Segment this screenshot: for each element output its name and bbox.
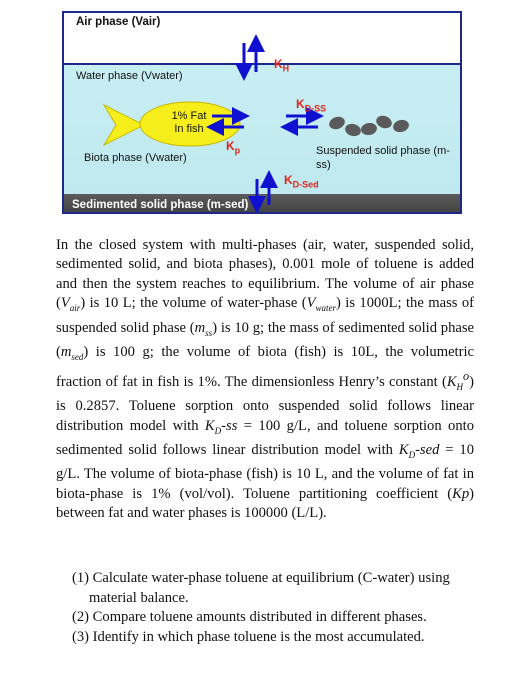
question-item: (2) Compare toluene amounts distributed in different phases. bbox=[72, 609, 427, 626]
kh-main: K bbox=[446, 374, 457, 391]
m-sed-symbol bbox=[61, 344, 84, 360]
kd-ss-main: K bbox=[204, 417, 215, 434]
problem-text-7: = 100 g/L, and toluene sorption onto sedimented solid follows linear distribution model with bbox=[56, 417, 474, 459]
kd-sed-label-main: K bbox=[284, 173, 293, 187]
v-air-main: V bbox=[60, 295, 70, 312]
suspended-particles-icon bbox=[327, 114, 410, 138]
kd-ss-sub: D bbox=[214, 425, 222, 436]
kd-sed-symbol bbox=[399, 442, 440, 458]
suspended-solid-label: Suspended solid phase (m-ss) bbox=[316, 145, 450, 171]
fish-label-line1: 1% Fat bbox=[171, 110, 207, 122]
problem-text-5: ) is 100 g; the volume of biota (fish) is 10L, the volumetric fraction of fat in fish is 1%. The dimensionless Henry’s constant ( bbox=[56, 343, 474, 391]
fish-label-line2: In fish bbox=[174, 123, 204, 135]
kh-sup: o bbox=[463, 369, 470, 384]
kh-symbol bbox=[446, 369, 470, 392]
problem-text-2: ) is 10 L; the volume of water-phase ( bbox=[80, 295, 307, 312]
problem-text-3: ) is 1000L; the mass of suspended solid phase ( bbox=[56, 295, 474, 336]
v-air-sub: air bbox=[69, 303, 81, 314]
kd-sed-main: K bbox=[398, 442, 409, 459]
problem-text-4: ) is 10 g; the mass of sedimented solid phase ( bbox=[56, 319, 475, 360]
kp-label bbox=[226, 139, 240, 155]
v-water-symbol bbox=[306, 295, 337, 314]
question-item: (3) Identify in which phase toluene is the most accumulated. bbox=[72, 628, 425, 645]
diagram-graphics bbox=[64, 13, 462, 214]
m-sed-main: m bbox=[60, 343, 72, 360]
v-water-main: V bbox=[306, 295, 316, 312]
kp-symbol: Kp bbox=[452, 485, 470, 502]
problem-text-8: = 10 g/L. The volume of biota-phase (fish) is 10 L, and the volume of fat in biota-phase is 1% (vol/vol). Toluene partitioning coefficient ( bbox=[56, 442, 475, 502]
problem-statement bbox=[56, 236, 474, 524]
kd-sed-rest: -sed bbox=[415, 442, 440, 459]
v-water-sub: water bbox=[315, 303, 337, 314]
air-phase-label: Air phase (Vair) bbox=[76, 16, 161, 28]
m-sed-sub: sed bbox=[71, 351, 84, 362]
problem-text-1: In the closed system with multi-phases (air, water, suspended solid, sedimented solid, and biota phases), 0.001 mole of toluene is added and then the system reaches to equilibrium. The volume of air phase ( bbox=[56, 237, 474, 312]
water-phase-label: Water phase (Vwater) bbox=[76, 70, 183, 82]
m-ss-main: m bbox=[194, 319, 206, 336]
phase-diagram bbox=[62, 11, 462, 214]
kd-sed-label-sub: D-Sed bbox=[292, 179, 319, 190]
m-ss-sub: ss bbox=[205, 327, 213, 338]
kh-label-sub: H bbox=[282, 63, 290, 74]
biota-phase-label: Biota phase (Vwater) bbox=[84, 152, 187, 164]
kp-label-main: K bbox=[226, 139, 235, 153]
problem-text-9: ) between fat and water phases is 100000 (L/L). bbox=[56, 485, 474, 522]
sediment-phase-label: Sedimented solid phase (m-sed) bbox=[72, 199, 249, 211]
kd-sed-sub: D bbox=[408, 449, 416, 460]
kd-sed-label bbox=[284, 173, 319, 189]
kd-ss-symbol bbox=[205, 418, 237, 434]
v-air-symbol bbox=[60, 295, 81, 314]
kd-ss-rest: -ss bbox=[221, 417, 238, 434]
question-item: (1) Calculate water-phase toluene at equilibrium (C-water) using material balance. bbox=[72, 570, 450, 606]
m-ss-symbol bbox=[195, 320, 213, 336]
kh-label bbox=[274, 57, 289, 73]
kd-ss-label-main: K bbox=[296, 97, 305, 111]
kp-label-sub: p bbox=[234, 145, 241, 156]
kd-ss-label bbox=[296, 97, 326, 113]
fish-label bbox=[154, 110, 224, 136]
kh-sub: H bbox=[456, 381, 464, 392]
problem-text-6: ) is 0.2857. Toluene sorption onto suspended solid follows linear distribution model with bbox=[56, 374, 474, 434]
kd-ss-label-sub: D-SS bbox=[304, 103, 327, 114]
question-list bbox=[72, 569, 474, 647]
kh-label-main: K bbox=[274, 57, 283, 71]
